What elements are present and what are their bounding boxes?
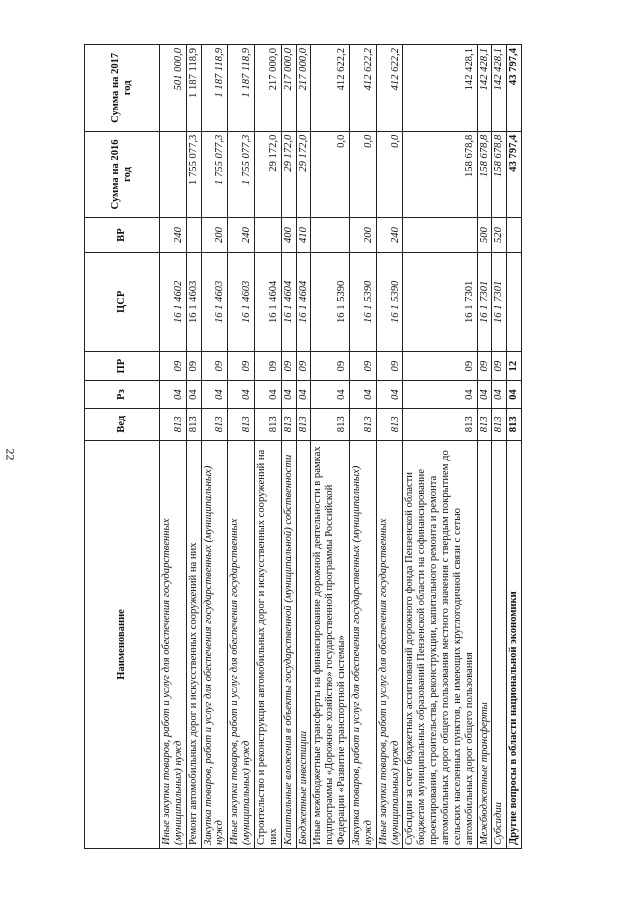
cell-ved: 813 (350, 408, 377, 440)
cell-sum-2016: 0,0 (376, 131, 403, 218)
cell-name: Капитальные вложения в объекты государственной (муниципальной) собственности (281, 440, 296, 848)
cell-vr: 500 (477, 218, 492, 253)
table-row (492, 45, 507, 849)
budget-table (84, 44, 522, 849)
cell-vr (311, 218, 350, 253)
cell-ved: 813 (376, 408, 403, 440)
cell-sum-2016: 29 172,0 (281, 131, 296, 218)
cell-ved: 813 (296, 408, 311, 440)
cell-rz: 04 (201, 381, 228, 408)
cell-pr: 09 (186, 351, 201, 381)
table-body (160, 45, 522, 849)
cell-pr: 09 (376, 351, 403, 381)
cell-ved: 813 (255, 408, 282, 440)
cell-sum-2016: 29 172,0 (296, 131, 311, 218)
cell-vr (186, 218, 201, 253)
cell-vr (255, 218, 282, 253)
cell-rz: 04 (403, 381, 477, 408)
header-row (85, 45, 160, 849)
cell-sum-2017: 142 428,1 (403, 45, 477, 132)
cell-sum-2017: 142 428,1 (477, 45, 492, 132)
cell-csr: 16 1 4602 (160, 252, 187, 351)
table-row (403, 45, 477, 849)
cell-sum-2017: 412 622,2 (350, 45, 377, 132)
cell-vr: 520 (492, 218, 507, 253)
cell-csr: 16 1 4604 (281, 252, 296, 351)
cell-csr: 16 1 7301 (492, 252, 507, 351)
cell-name: Субсидии за счет бюджетных ассигнований дорожного фонда Пензенской области бюджетам муниципальных образований Пензенской области на софинансирование проектирования, строительства, реконструкции, капитального ремонта и ремонта автомобильных дорог общего пользования местного значения с твердым покрытием до сельских населенных пунктов, не имеющих круглогодичной связи с сетью автомобильных дорог общего пользования (403, 440, 477, 848)
cell-vr (403, 218, 477, 253)
cell-pr: 09 (281, 351, 296, 381)
cell-ved: 813 (477, 408, 492, 440)
header-ved: Вед (85, 408, 160, 440)
cell-rz: 04 (160, 381, 187, 408)
cell-csr (507, 252, 522, 351)
cell-name: Субсидии (492, 440, 507, 848)
cell-ved: 813 (311, 408, 350, 440)
cell-name: Иные закупки товаров, работ и услуг для обеспечения государственных (муниципальных) нужд (376, 440, 403, 848)
cell-rz: 04 (477, 381, 492, 408)
cell-sum-2016: 0,0 (350, 131, 377, 218)
cell-csr: 16 1 7301 (477, 252, 492, 351)
header-name: Наименование (85, 440, 160, 848)
cell-vr: 240 (160, 218, 187, 253)
table-row (281, 45, 296, 849)
cell-rz: 04 (228, 381, 255, 408)
page-number: 22 (3, 448, 18, 461)
cell-rz: 04 (296, 381, 311, 408)
cell-name: Иные закупки товаров, работ и услуг для обеспечения государственных (муниципальных) нужд (160, 440, 187, 848)
cell-sum-2017: 501 000,0 (160, 45, 187, 132)
header-csr: ЦСР (85, 252, 160, 351)
cell-csr: 16 1 4604 (296, 252, 311, 351)
cell-ved: 813 (492, 408, 507, 440)
header-pr: ПР (85, 351, 160, 381)
table-row (507, 45, 522, 849)
cell-rz: 04 (507, 381, 522, 408)
table-row (376, 45, 403, 849)
cell-sum-2017: 1 187 118,9 (186, 45, 201, 132)
cell-sum-2016: 1 755 077,3 (186, 131, 201, 218)
cell-vr: 240 (376, 218, 403, 253)
cell-rz: 04 (255, 381, 282, 408)
cell-sum-2017: 142 428,1 (492, 45, 507, 132)
cell-sum-2017: 217 000,0 (281, 45, 296, 132)
cell-sum-2017: 412 622,2 (311, 45, 350, 132)
cell-csr: 16 1 5390 (311, 252, 350, 351)
header-sum-2016: Сумма на 2016 год (85, 131, 160, 218)
cell-csr: 16 1 5390 (350, 252, 377, 351)
cell-pr: 09 (160, 351, 187, 381)
cell-ved: 813 (160, 408, 187, 440)
cell-pr: 09 (403, 351, 477, 381)
cell-name: Закупка товаров, работ и услуг для обеспечения государственных (муниципальных) нужд (201, 440, 228, 848)
table-row (201, 45, 228, 849)
cell-vr (507, 218, 522, 253)
cell-rz: 04 (376, 381, 403, 408)
cell-sum-2016: 29 172,0 (255, 131, 282, 218)
cell-csr: 16 1 4603 (186, 252, 201, 351)
cell-sum-2017: 412 622,2 (376, 45, 403, 132)
cell-name: Закупка товаров, работ и услуг для обеспечения государственных (муниципальных) нужд (350, 440, 377, 848)
table-row (350, 45, 377, 849)
cell-sum-2017: 217 000,0 (296, 45, 311, 132)
cell-pr: 09 (296, 351, 311, 381)
cell-sum-2017: 43 797,4 (507, 45, 522, 132)
cell-ved: 813 (186, 408, 201, 440)
cell-vr: 200 (201, 218, 228, 253)
table-row (160, 45, 187, 849)
table-row (186, 45, 201, 849)
table-row (228, 45, 255, 849)
cell-pr: 09 (311, 351, 350, 381)
header-rz: Рз (85, 381, 160, 408)
table-row (255, 45, 282, 849)
cell-sum-2016: 158 678,8 (477, 131, 492, 218)
cell-sum-2016: 158 678,8 (492, 131, 507, 218)
cell-sum-2017: 1 187 118,9 (228, 45, 255, 132)
cell-rz: 04 (492, 381, 507, 408)
cell-sum-2016: 1 755 077,3 (228, 131, 255, 218)
cell-name: Иные закупки товаров, работ и услуг для обеспечения государственных (муниципальных) нужд (228, 440, 255, 848)
cell-sum-2017: 217 000,0 (255, 45, 282, 132)
table-row (296, 45, 311, 849)
cell-ved: 813 (507, 408, 522, 440)
cell-vr: 400 (281, 218, 296, 253)
cell-rz: 04 (281, 381, 296, 408)
cell-sum-2016 (160, 131, 187, 218)
cell-pr: 09 (477, 351, 492, 381)
table-row (311, 45, 350, 849)
cell-vr: 410 (296, 218, 311, 253)
cell-sum-2016: 158 678,8 (403, 131, 477, 218)
cell-pr: 12 (507, 351, 522, 381)
cell-vr: 200 (350, 218, 377, 253)
cell-sum-2016: 0,0 (311, 131, 350, 218)
cell-pr: 09 (255, 351, 282, 381)
header-vr: ВР (85, 218, 160, 253)
cell-pr: 09 (350, 351, 377, 381)
cell-name: Строительство и реконструкция автомобильных дорог и искусственных сооружений на них (255, 440, 282, 848)
table-row (477, 45, 492, 849)
cell-pr: 09 (201, 351, 228, 381)
cell-csr: 16 1 5390 (376, 252, 403, 351)
cell-name: Ремонт автомобильных дорог и искусственных сооружений на них (186, 440, 201, 848)
cell-name: Другие вопросы в области национальной экономики (507, 440, 522, 848)
cell-ved: 813 (201, 408, 228, 440)
cell-csr: 16 1 7301 (403, 252, 477, 351)
rotated-page (84, 44, 580, 849)
cell-csr: 16 1 4604 (255, 252, 282, 351)
cell-name: Межбюджетные трансферты (477, 440, 492, 848)
cell-csr: 16 1 4603 (201, 252, 228, 351)
cell-rz: 04 (350, 381, 377, 408)
cell-pr: 09 (492, 351, 507, 381)
cell-ved: 813 (281, 408, 296, 440)
cell-pr: 09 (228, 351, 255, 381)
cell-sum-2016: 43 797,4 (507, 131, 522, 218)
cell-sum-2017: 1 187 118,9 (201, 45, 228, 132)
cell-vr: 240 (228, 218, 255, 253)
cell-rz: 04 (186, 381, 201, 408)
cell-name: Иные межбюджетные трансферты на финансирование дорожной деятельности в рамках подпрограммы «Дорожное хозяйство» государственной программы Российской Федерации «Развитие транспортной системы» (311, 440, 350, 848)
cell-rz: 04 (311, 381, 350, 408)
cell-name: Бюджетные инвестиции (296, 440, 311, 848)
header-sum-2017: Сумма на 2017 год (85, 45, 160, 132)
cell-ved: 813 (228, 408, 255, 440)
cell-csr: 16 1 4603 (228, 252, 255, 351)
cell-sum-2016: 1 755 077,3 (201, 131, 228, 218)
cell-ved: 813 (403, 408, 477, 440)
